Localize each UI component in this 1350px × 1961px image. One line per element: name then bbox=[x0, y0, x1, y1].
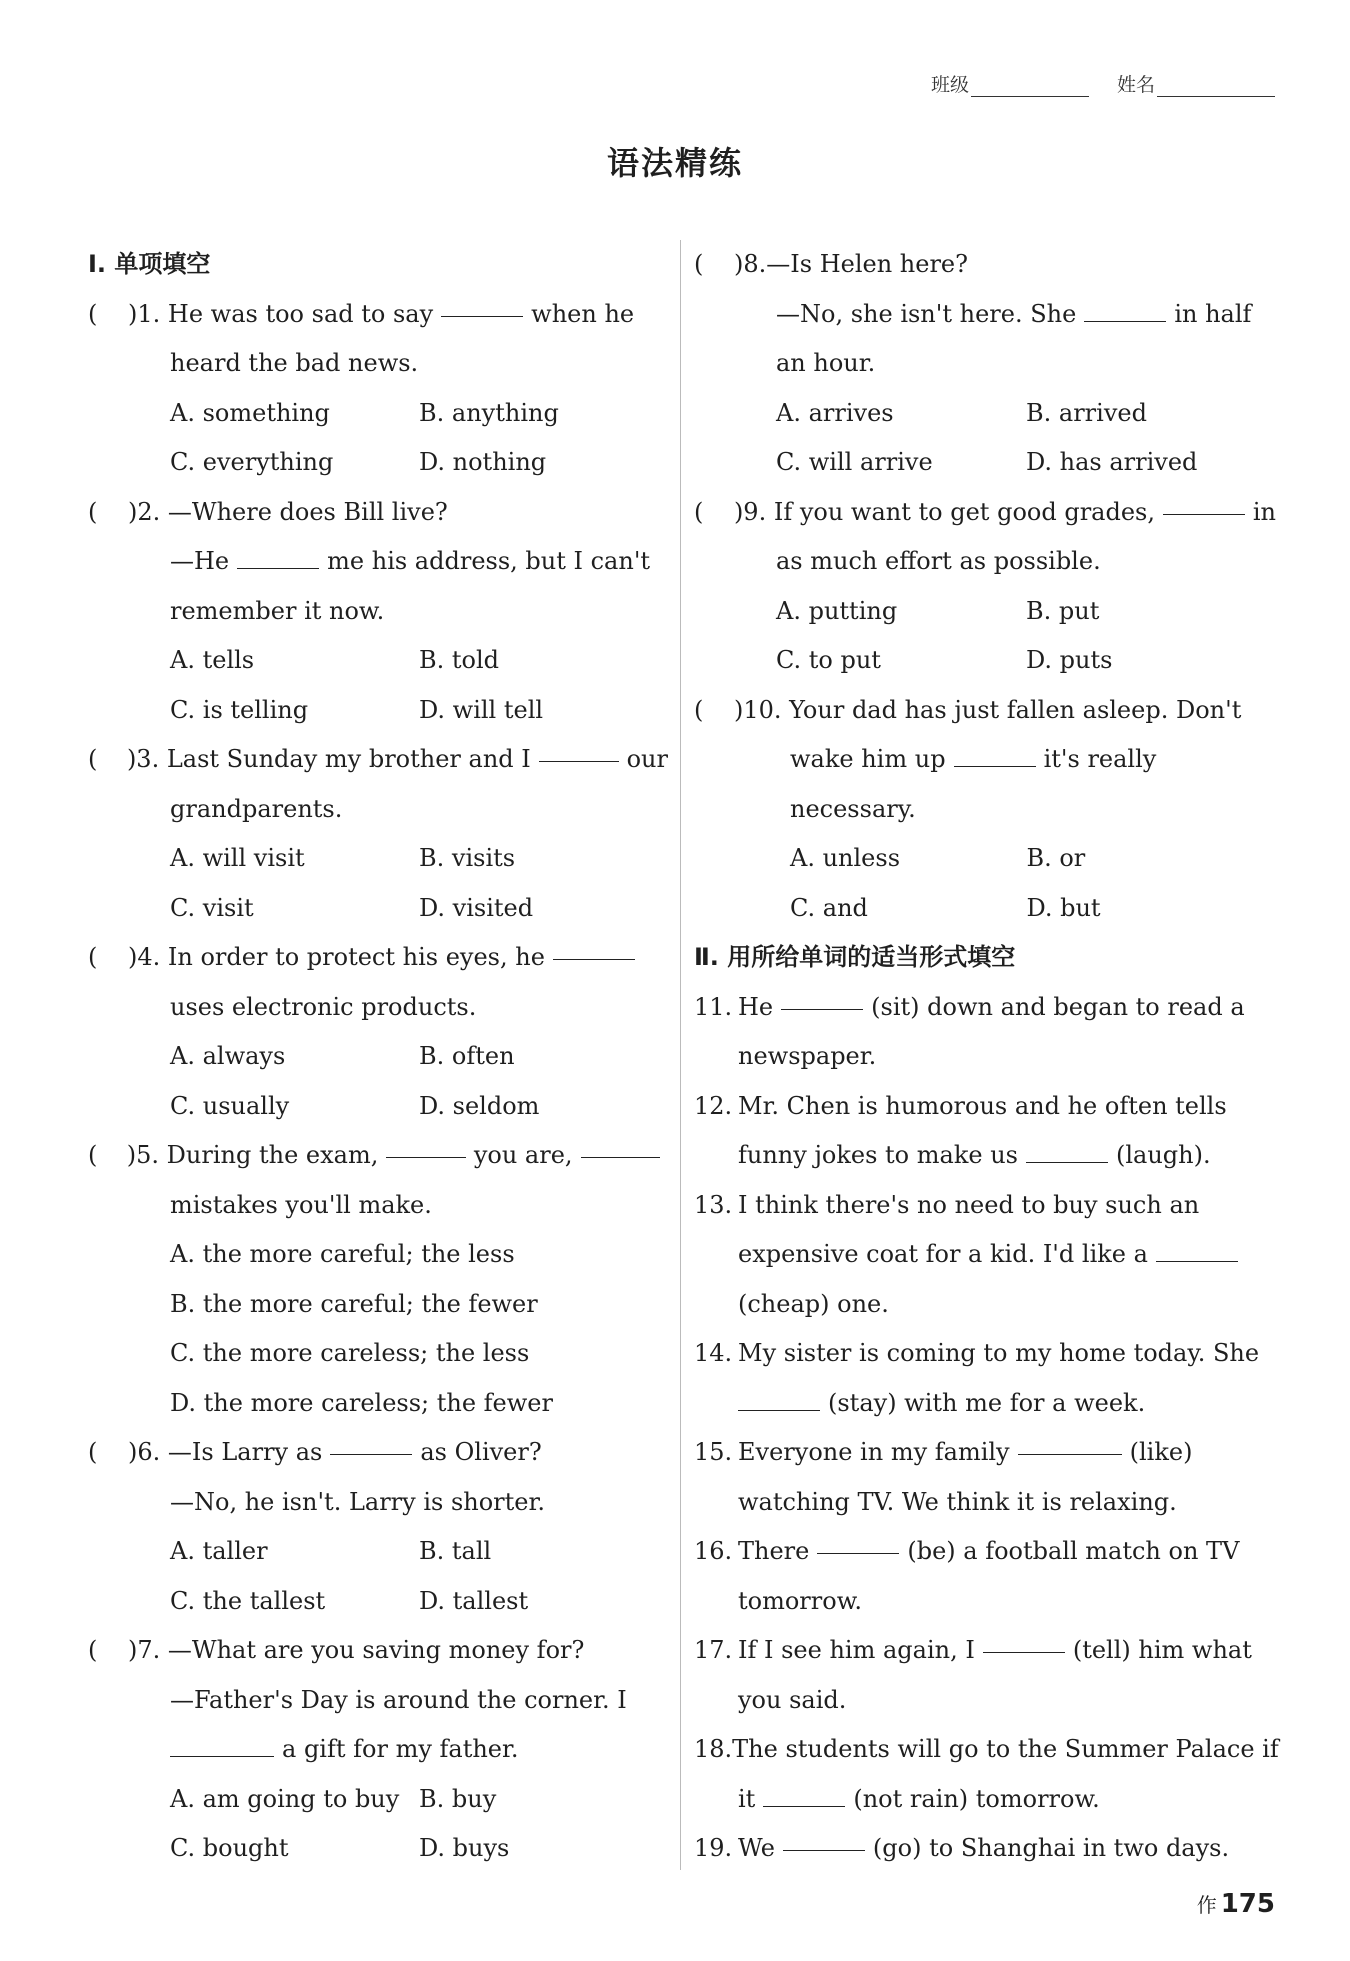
question-5: ( )5. During the exam, you are, mistakes you'll make. A. the more careful; the less B. the more careful; the fewer C. the more careless; the less D. the more careless; the fewer bbox=[88, 1131, 668, 1428]
fill-item-12: 12. Mr. Chen is humorous and he often tells funny jokes to make us (laugh). bbox=[694, 1091, 1227, 1169]
section-heading-1: Ⅰ. 单项填空 bbox=[88, 250, 211, 278]
question-3: ( )3. Last Sunday my brother and I our grandparents. A. will visit B. visits C. visit D. visited bbox=[88, 735, 668, 933]
answer-blank bbox=[386, 1131, 465, 1158]
student-info-header bbox=[931, 70, 1275, 97]
answer-blank bbox=[983, 1626, 1065, 1653]
question-1: ( )1. He was too sad to say when he heard the bad news. A. something B. anything C. everything D. nothing bbox=[88, 290, 668, 488]
class-field: 班级 bbox=[931, 70, 1089, 97]
question-6: ( )6. —Is Larry as as Oliver? —No, he isn't. Larry is shorter. A. taller B. tall C. the tallest D. tallest bbox=[88, 1428, 668, 1626]
fill-item-15: 15. Everyone in my family (like) watching TV. We think it is relaxing. bbox=[694, 1428, 1276, 1527]
right-column bbox=[694, 240, 1279, 1874]
column-divider bbox=[680, 240, 681, 1870]
page-title: 语法精练 bbox=[606, 144, 743, 182]
name-field: 姓名 bbox=[1117, 70, 1275, 97]
answer-blank bbox=[539, 735, 619, 762]
answer-blank bbox=[1156, 1235, 1238, 1262]
fill-item-14: 14. My sister is coming to my home today. She (stay) with me for a week. bbox=[694, 1339, 1260, 1417]
fill-item-11: 11. He (sit) down and began to read a newspaper. bbox=[694, 983, 1276, 1082]
answer-blank bbox=[817, 1527, 899, 1554]
answer-blank bbox=[553, 933, 635, 960]
section-heading-2: Ⅱ. 用所给单词的适当形式填空 bbox=[694, 943, 1016, 971]
answer-blank bbox=[170, 1730, 274, 1757]
answer-blank bbox=[783, 1824, 865, 1851]
page-number: 作 175 bbox=[1196, 1889, 1275, 1919]
answer-blank bbox=[781, 983, 863, 1010]
question-7: ( )7. —What are you saving money for? —Father's Day is around the corner. I a gift for my father. A. am going to buy B. buy C. bought D. buys bbox=[88, 1636, 627, 1862]
answer-blank bbox=[763, 1780, 845, 1807]
fill-item-17: 17. If I see him again, I (tell) him what you said. bbox=[694, 1626, 1276, 1725]
answer-blank bbox=[954, 740, 1036, 767]
answer-blank bbox=[1018, 1428, 1122, 1455]
fill-item-18: 18. The students will go to the Summer Palace if it (not rain) tomorrow. bbox=[694, 1735, 1279, 1813]
question-10: ( )10. Your dad has just fallen asleep. Don't wake him up it's really necessary. A. unless B. or C. and D. but bbox=[694, 695, 1242, 922]
answer-blank bbox=[1026, 1136, 1108, 1163]
left-column bbox=[88, 240, 668, 1874]
answer-blank bbox=[237, 542, 319, 569]
answer-blank bbox=[581, 1131, 660, 1158]
question-8: ( )8. —Is Helen here? —No, she isn't here. She in half an hour. A. arrives B. arrived C. will arrive D. has arrived bbox=[694, 250, 1252, 476]
fill-item-19: 19. We (go) to Shanghai in two days. bbox=[694, 1824, 1276, 1874]
answer-blank bbox=[441, 290, 523, 317]
question-9: ( )9. If you want to get good grades, in as much effort as possible. A. putting B. put C. to put D. puts bbox=[694, 488, 1276, 686]
question-4: ( )4. In order to protect his eyes, he uses electronic products. A. always B. often C. usually D. seldom bbox=[88, 933, 668, 1131]
question-2: ( )2. —Where does Bill live? —He me his address, but I can't remember it now. A. tells B. told C. is telling D. will tell bbox=[88, 497, 651, 724]
answer-blank bbox=[1084, 295, 1166, 322]
answer-blank bbox=[1163, 488, 1245, 515]
fill-item-16: 16. There (be) a football match on TV tomorrow. bbox=[694, 1527, 1276, 1626]
fill-item-13: 13. I think there's no need to buy such an expensive coat for a kid. I'd like a (cheap) one. bbox=[694, 1181, 1276, 1330]
answer-blank bbox=[738, 1384, 820, 1411]
answer-blank bbox=[330, 1428, 412, 1455]
